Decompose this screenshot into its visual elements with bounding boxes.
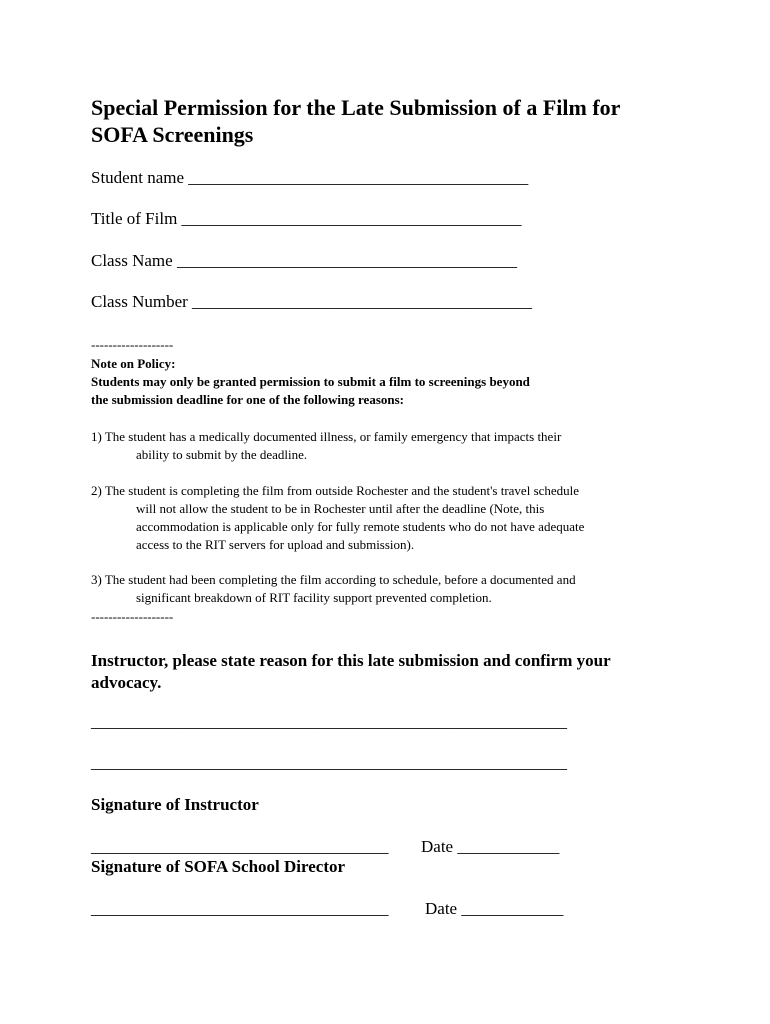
reason-2-cont-3: access to the RIT servers for upload and submission). <box>136 537 415 552</box>
student-name-label: Student name <box>91 168 185 187</box>
policy-heading: Note on Policy: <box>91 356 176 371</box>
class-name-label: Class Name <box>91 251 173 270</box>
class-number-field[interactable] <box>91 292 532 312</box>
reason-1-first: 1) The student has a medically documented illness, or family emergency that impacts their <box>91 429 562 444</box>
reason-1-cont-1: ability to submit by the deadline. <box>136 447 308 462</box>
policy-reason-3 <box>91 571 691 607</box>
instructor-signature-line[interactable]: ___________________________________ <box>91 837 389 856</box>
form-title-line-2: SOFA Screenings <box>91 122 254 147</box>
signature-instructor-label: Signature of Instructor <box>91 795 259 814</box>
reason-3-cont-1: significant breakdown of RIT facility support prevented completion. <box>136 590 492 605</box>
director-date-blank[interactable]: ____________ <box>461 899 564 918</box>
class-name-blank[interactable]: ________________________________________ <box>176 251 517 270</box>
instructor-date-blank[interactable]: ____________ <box>457 837 560 856</box>
policy-reason-1 <box>91 428 691 464</box>
student-name-blank[interactable]: ________________________________________ <box>188 168 529 187</box>
signature-director-label: Signature of SOFA School Director <box>91 857 346 876</box>
reason-line-2[interactable]: ________________________________________________________ <box>91 753 567 772</box>
film-title-blank[interactable]: ________________________________________ <box>181 209 522 228</box>
director-date-field[interactable] <box>425 899 563 919</box>
reason-2-first: 2) The student is completing the film from outside Rochester and the student's travel schedule <box>91 483 580 498</box>
instructor-date-label: Date <box>421 837 454 856</box>
instructor-prompt: Instructor, please state reason for this late submission and confirm your advocacy. <box>91 651 611 692</box>
class-number-blank[interactable]: ________________________________________ <box>192 292 533 311</box>
student-name-field[interactable] <box>91 168 528 188</box>
policy-reason-2 <box>91 482 691 554</box>
director-date-label: Date <box>425 899 458 918</box>
divider-bottom: ------------------- <box>91 609 174 624</box>
director-signature-line[interactable]: ___________________________________ <box>91 899 389 918</box>
film-title-label: Title of Film <box>91 209 178 228</box>
policy-intro-line-2: the submission deadline for one of the following reasons: <box>91 392 404 407</box>
class-number-label: Class Number <box>91 292 188 311</box>
reason-line-1[interactable]: ________________________________________________________ <box>91 712 567 731</box>
reason-2-cont-2: accommodation is applicable only for fully remote students who do not have adequate <box>136 519 585 534</box>
instructor-date-field[interactable] <box>421 837 559 857</box>
film-title-field[interactable] <box>91 209 522 229</box>
reason-2-cont-1: will not allow the student to be in Rochester until after the deadline (Note, this <box>136 501 545 516</box>
policy-intro-line-1: Students may only be granted permission to submit a film to screenings beyond <box>91 374 530 389</box>
reason-3-first: 3) The student had been completing the film according to schedule, before a documented and <box>91 572 576 587</box>
class-name-field[interactable] <box>91 251 517 271</box>
divider-top: ------------------- <box>91 337 174 352</box>
form-title-line-1: Special Permission for the Late Submission of a Film for <box>91 95 621 120</box>
